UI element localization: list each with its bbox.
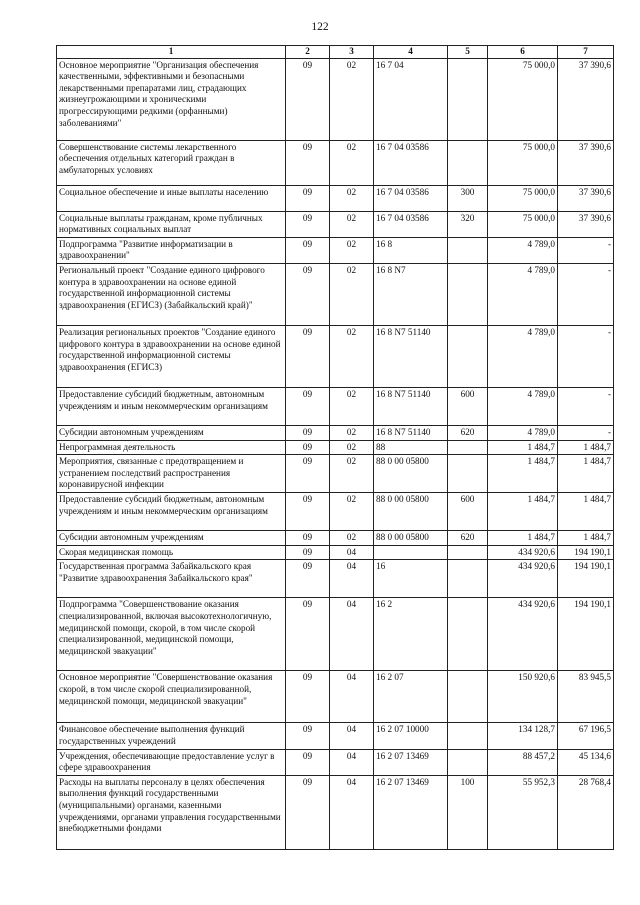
expense-type-cell (448, 455, 488, 493)
column-header: 4 (374, 46, 448, 59)
table-row (57, 455, 614, 493)
planned-amount-cell: 75 000,0 (488, 185, 558, 211)
expense-type-cell (448, 560, 488, 598)
row-name-cell: Предоставление субсидий бюджетным, автономным учреждениям и иным некоммерческим организациям (57, 387, 286, 425)
planned-amount-cell: 75 000,0 (488, 140, 558, 185)
table-row (57, 387, 614, 425)
executed-amount-cell: 37 390,6 (558, 58, 614, 140)
table-header-row (57, 46, 614, 59)
subsection-code-cell: 04 (330, 749, 374, 775)
target-article-cell: 16 2 07 13469 (374, 775, 448, 849)
executed-amount-cell: 28 768,4 (558, 775, 614, 849)
executed-amount-cell: - (558, 387, 614, 425)
table-row (57, 493, 614, 531)
executed-amount-cell: 45 134,6 (558, 749, 614, 775)
subsection-code-cell: 02 (330, 387, 374, 425)
executed-amount-cell: - (558, 325, 614, 387)
expense-type-cell: 620 (448, 531, 488, 546)
table-row (57, 58, 614, 140)
table-row (57, 325, 614, 387)
row-name-cell: Государственная программа Забайкальского края "Развитие здравоохранения Забайкальского края" (57, 560, 286, 598)
executed-amount-cell: 1 484,7 (558, 455, 614, 493)
planned-amount-cell: 1 484,7 (488, 531, 558, 546)
column-header: 3 (330, 46, 374, 59)
planned-amount-cell: 434 920,6 (488, 545, 558, 560)
row-name-cell: Субсидии автономным учреждениям (57, 425, 286, 440)
column-header: 1 (57, 46, 286, 59)
row-name-cell: Региональный проект "Создание единого цифрового контура в здравоохранении на основе единой государственной информационной системы здравоохранения (ЕГИСЗ) (Забайкальский край)" (57, 263, 286, 325)
expense-type-cell: 620 (448, 425, 488, 440)
row-name-cell: Субсидии автономным учреждениям (57, 531, 286, 546)
section-code-cell: 09 (286, 598, 330, 671)
executed-amount-cell: 83 945,5 (558, 671, 614, 723)
section-code-cell: 09 (286, 440, 330, 455)
column-header: 6 (488, 46, 558, 59)
expense-type-cell: 600 (448, 493, 488, 531)
expense-type-cell (448, 140, 488, 185)
expense-type-cell (448, 325, 488, 387)
table-row (57, 775, 614, 849)
section-code-cell: 09 (286, 263, 330, 325)
expense-type-cell: 320 (448, 211, 488, 237)
section-code-cell: 09 (286, 211, 330, 237)
subsection-code-cell: 04 (330, 598, 374, 671)
planned-amount-cell: 150 920,6 (488, 671, 558, 723)
expense-type-cell (448, 58, 488, 140)
section-code-cell: 09 (286, 723, 330, 749)
subsection-code-cell: 02 (330, 425, 374, 440)
planned-amount-cell: 4 789,0 (488, 325, 558, 387)
section-code-cell: 09 (286, 455, 330, 493)
planned-amount-cell: 55 952,3 (488, 775, 558, 849)
subsection-code-cell: 02 (330, 140, 374, 185)
subsection-code-cell: 02 (330, 325, 374, 387)
section-code-cell: 09 (286, 325, 330, 387)
table-row (57, 263, 614, 325)
section-code-cell: 09 (286, 387, 330, 425)
target-article-cell: 16 (374, 560, 448, 598)
table-row (57, 598, 614, 671)
section-code-cell: 09 (286, 671, 330, 723)
planned-amount-cell: 1 484,7 (488, 455, 558, 493)
table-row (57, 440, 614, 455)
target-article-cell: 88 0 00 05800 (374, 531, 448, 546)
subsection-code-cell: 02 (330, 263, 374, 325)
planned-amount-cell: 4 789,0 (488, 237, 558, 263)
expense-type-cell (448, 723, 488, 749)
target-article-cell (374, 545, 448, 560)
executed-amount-cell: - (558, 263, 614, 325)
row-name-cell: Социальные выплаты гражданам, кроме публичных нормативных социальных выплат (57, 211, 286, 237)
row-name-cell: Подпрограмма "Совершенствование оказания специализированной, включая высокотехнологичную, медицинской помощи, скорой, в том числе скорой специализированной, медицинской помощи, медицинской эвакуации" (57, 598, 286, 671)
target-article-cell: 16 7 04 03586 (374, 211, 448, 237)
target-article-cell: 88 0 00 05800 (374, 493, 448, 531)
target-article-cell: 16 7 04 (374, 58, 448, 140)
table-row (57, 671, 614, 723)
budget-table (56, 45, 614, 850)
planned-amount-cell: 1 484,7 (488, 440, 558, 455)
expense-type-cell (448, 749, 488, 775)
table-row (57, 749, 614, 775)
page-number: 122 (311, 21, 329, 33)
row-name-cell: Совершенствование системы лекарственного обеспечения отдельных категорий граждан в амбулаторных условиях (57, 140, 286, 185)
executed-amount-cell: 67 196,5 (558, 723, 614, 749)
executed-amount-cell: 37 390,6 (558, 211, 614, 237)
row-name-cell: Учреждения, обеспечивающие предоставление услуг в сфере здравоохранения (57, 749, 286, 775)
section-code-cell: 09 (286, 775, 330, 849)
section-code-cell: 09 (286, 545, 330, 560)
target-article-cell: 88 (374, 440, 448, 455)
table-row (57, 531, 614, 546)
planned-amount-cell: 1 484,7 (488, 493, 558, 531)
expense-type-cell (448, 671, 488, 723)
expense-type-cell (448, 263, 488, 325)
section-code-cell: 09 (286, 493, 330, 531)
subsection-code-cell: 02 (330, 237, 374, 263)
planned-amount-cell: 4 789,0 (488, 387, 558, 425)
table-row (57, 723, 614, 749)
expense-type-cell (448, 440, 488, 455)
table-row (57, 140, 614, 185)
subsection-code-cell: 04 (330, 775, 374, 849)
target-article-cell: 16 8 N7 51140 (374, 425, 448, 440)
section-code-cell: 09 (286, 531, 330, 546)
planned-amount-cell: 434 920,6 (488, 560, 558, 598)
executed-amount-cell: 194 190,1 (558, 545, 614, 560)
planned-amount-cell: 134 128,7 (488, 723, 558, 749)
planned-amount-cell: 75 000,0 (488, 211, 558, 237)
row-name-cell: Предоставление субсидий бюджетным, автономным учреждениям и иным некоммерческим организациям (57, 493, 286, 531)
target-article-cell: 88 0 00 05800 (374, 455, 448, 493)
subsection-code-cell: 02 (330, 531, 374, 546)
table-row (57, 545, 614, 560)
target-article-cell: 16 2 07 13469 (374, 749, 448, 775)
executed-amount-cell: 37 390,6 (558, 140, 614, 185)
section-code-cell: 09 (286, 425, 330, 440)
column-header: 2 (286, 46, 330, 59)
table-row (57, 560, 614, 598)
expense-type-cell: 600 (448, 387, 488, 425)
subsection-code-cell: 02 (330, 455, 374, 493)
planned-amount-cell: 75 000,0 (488, 58, 558, 140)
table-row (57, 425, 614, 440)
section-code-cell: 09 (286, 58, 330, 140)
expense-type-cell (448, 545, 488, 560)
target-article-cell: 16 8 N7 (374, 263, 448, 325)
executed-amount-cell: 194 190,1 (558, 598, 614, 671)
executed-amount-cell: 1 484,7 (558, 531, 614, 546)
row-name-cell: Социальное обеспечение и иные выплаты населению (57, 185, 286, 211)
section-code-cell: 09 (286, 185, 330, 211)
target-article-cell: 16 8 N7 51140 (374, 325, 448, 387)
planned-amount-cell: 88 457,2 (488, 749, 558, 775)
subsection-code-cell: 04 (330, 560, 374, 598)
executed-amount-cell: 37 390,6 (558, 185, 614, 211)
executed-amount-cell: - (558, 425, 614, 440)
section-code-cell: 09 (286, 560, 330, 598)
subsection-code-cell: 04 (330, 723, 374, 749)
expense-type-cell: 300 (448, 185, 488, 211)
planned-amount-cell: 4 789,0 (488, 425, 558, 440)
expense-type-cell: 100 (448, 775, 488, 849)
table-row (57, 237, 614, 263)
table-row (57, 211, 614, 237)
executed-amount-cell: 194 190,1 (558, 560, 614, 598)
target-article-cell: 16 7 04 03586 (374, 140, 448, 185)
target-article-cell: 16 8 N7 51140 (374, 387, 448, 425)
target-article-cell: 16 8 (374, 237, 448, 263)
subsection-code-cell: 02 (330, 493, 374, 531)
row-name-cell: Скорая медицинская помощь (57, 545, 286, 560)
column-header: 5 (448, 46, 488, 59)
row-name-cell: Реализация региональных проектов "Создание единого цифрового контура в здравоохранении на основе единой государственной информационной системы здравоохранения (ЕГИСЗ) (57, 325, 286, 387)
target-article-cell: 16 2 (374, 598, 448, 671)
executed-amount-cell: - (558, 237, 614, 263)
row-name-cell: Финансовое обеспечение выполнения функций государственных учреждений (57, 723, 286, 749)
planned-amount-cell: 434 920,6 (488, 598, 558, 671)
row-name-cell: Мероприятия, связанные с предотвращением и устранением последствий распространения коронавирусной инфекции (57, 455, 286, 493)
subsection-code-cell: 02 (330, 185, 374, 211)
expense-type-cell (448, 237, 488, 263)
executed-amount-cell: 1 484,7 (558, 493, 614, 531)
section-code-cell: 09 (286, 140, 330, 185)
row-name-cell: Непрограммная деятельность (57, 440, 286, 455)
row-name-cell: Основное мероприятие "Организация обеспечения качественными, эффективными и безопасными лекарственными препаратами лиц, страдающих жизнеугрожающими и хроническими прогрессирующими редкими (орфанными) заболеваниями" (57, 58, 286, 140)
subsection-code-cell: 02 (330, 211, 374, 237)
executed-amount-cell: 1 484,7 (558, 440, 614, 455)
row-name-cell: Расходы на выплаты персоналу в целях обеспечения выполнения функций государственными (муниципальными) органами, казенными учреждениями, органами управления государственными внебюджетными фондами (57, 775, 286, 849)
column-header: 7 (558, 46, 614, 59)
planned-amount-cell: 4 789,0 (488, 263, 558, 325)
expense-type-cell (448, 598, 488, 671)
section-code-cell: 09 (286, 237, 330, 263)
subsection-code-cell: 02 (330, 58, 374, 140)
row-name-cell: Основное мероприятие "Совершенствование оказания скорой, в том числе скорой специализированной, медицинской помощи, медицинской эвакуации" (57, 671, 286, 723)
target-article-cell: 16 2 07 10000 (374, 723, 448, 749)
table-row (57, 185, 614, 211)
subsection-code-cell: 04 (330, 545, 374, 560)
target-article-cell: 16 7 04 03586 (374, 185, 448, 211)
section-code-cell: 09 (286, 749, 330, 775)
row-name-cell: Подпрограмма "Развитие информатизации в здравоохранении" (57, 237, 286, 263)
target-article-cell: 16 2 07 (374, 671, 448, 723)
subsection-code-cell: 02 (330, 440, 374, 455)
subsection-code-cell: 04 (330, 671, 374, 723)
